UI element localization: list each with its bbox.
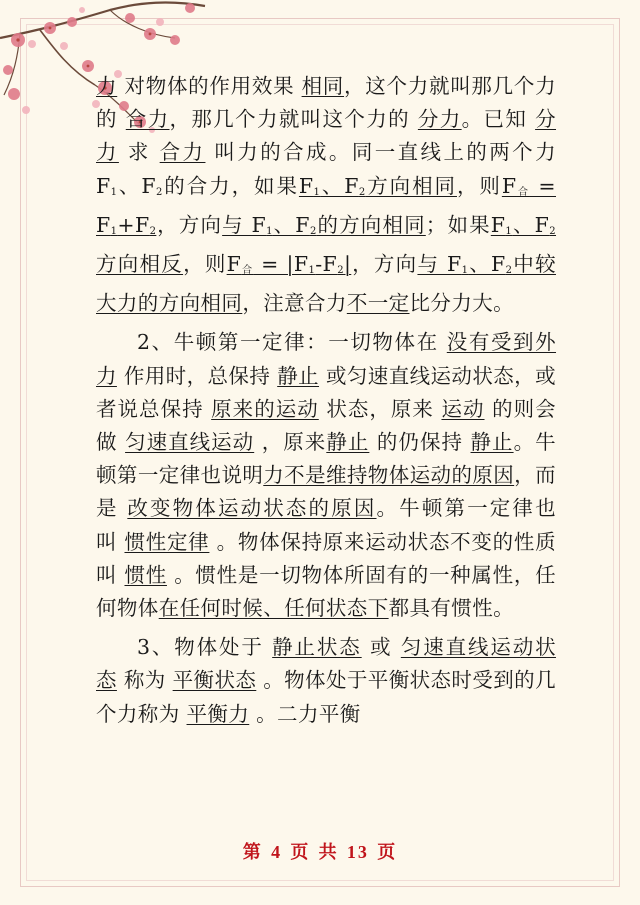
document-body <box>96 70 556 731</box>
subscript: 2 <box>337 265 344 277</box>
text: 、F <box>468 252 506 277</box>
text: 的仍保持 <box>376 430 463 455</box>
subscript: 2 <box>309 225 317 237</box>
text: ，则 <box>456 173 502 198</box>
text: ，方向 <box>156 212 223 237</box>
current-page: 4 <box>271 842 283 862</box>
paragraph-resultant-force <box>96 70 556 320</box>
subscript: 1 <box>313 186 321 198</box>
text: 。惯性是一切物体所固有的一种属性，任何物体 <box>96 562 556 621</box>
text: 的方向相同 <box>316 212 426 237</box>
blank-answer: 不一定 <box>346 291 410 316</box>
subscript: 2 <box>549 225 557 237</box>
blank-answer: 静止状态 <box>272 635 362 660</box>
text: 状态，原来 <box>326 396 434 421</box>
subscript: 2 <box>156 186 163 198</box>
page-number-footer <box>0 838 640 864</box>
total-pages: 13 <box>346 842 369 862</box>
subscript: 1 <box>461 265 469 277</box>
blank-answer: 惯性定律 <box>124 529 210 554</box>
blank-answer: 改变物体运动状态的原因 <box>127 496 377 521</box>
text: F <box>490 212 506 237</box>
text: 中较大力的方向相同 <box>96 252 556 316</box>
text: 。物体处于平衡状态时受到的几个力称为 <box>96 668 556 726</box>
text: F <box>298 173 314 198</box>
subscript: 1 <box>308 265 316 277</box>
subscript: 1 <box>266 225 273 237</box>
text: = F <box>96 173 556 237</box>
blank-answer: 力不是维持物体运动的原因 <box>263 463 515 488</box>
text: 、F <box>117 173 156 198</box>
text: 的合力，如果 <box>162 173 299 198</box>
subscript: 1 <box>505 225 513 237</box>
subscript: 2 <box>358 186 366 198</box>
text: 。物体保持原来运动状态不变的性质叫 <box>96 529 556 587</box>
subscript: 2 <box>505 265 513 277</box>
text: 。已知 <box>461 107 528 132</box>
subscript: 2 <box>149 225 157 237</box>
blank-answer: 分力 <box>417 107 462 132</box>
text: = |F <box>253 252 309 277</box>
blank-answer: 静止 <box>326 430 370 455</box>
text: 称为 <box>123 668 166 693</box>
blank-answer: 力 <box>96 74 118 98</box>
blank-answer <box>299 174 366 198</box>
blank-answer: 匀速直线运动 <box>125 430 255 455</box>
text: ，方向 <box>351 252 418 277</box>
text: 、F <box>320 173 359 198</box>
blank-answer <box>222 213 426 237</box>
text: ，那几个力就叫这个力的 <box>169 107 410 132</box>
text: -F <box>315 252 338 277</box>
footer-prefix: 第 <box>242 842 263 863</box>
text: 、F <box>272 212 310 237</box>
subscript: 1 <box>110 225 118 237</box>
blank-answer <box>227 252 352 276</box>
text: 的则会做 <box>96 396 557 455</box>
text: 与 F <box>222 212 267 237</box>
blank-answer: 平衡状态 <box>172 668 257 693</box>
blank-answer: 相同 <box>301 74 345 98</box>
text: 作用时，总保持 <box>123 363 271 388</box>
text: ，注意合力 <box>242 291 347 316</box>
blank-answer: 匀速直线运动状态 <box>96 635 556 693</box>
blank-answer: 在任何时候、任何状态下 <box>158 596 389 621</box>
text: 对物体的作用效果 <box>124 74 295 98</box>
blank-answer: 静止 <box>277 363 320 388</box>
text: ；如果 <box>425 212 491 237</box>
blank-answer: 平衡力 <box>186 701 250 726</box>
subscript: 合 <box>516 186 530 198</box>
text: 叫力的合成。同一直线上的两个力 F <box>96 140 556 198</box>
footer-middle: 页 共 <box>290 842 339 863</box>
text: ，则 <box>183 252 227 277</box>
blank-answer: 合力 <box>125 107 170 132</box>
text: 或 <box>370 635 393 660</box>
text: 、F <box>512 212 550 237</box>
subscript: 1 <box>110 186 118 198</box>
subscript: 合 <box>241 265 254 277</box>
blank-answer: 静止 <box>470 430 514 455</box>
blank-answer: 方向相同 <box>365 173 457 198</box>
text: F <box>501 173 517 198</box>
text: F <box>226 252 242 277</box>
text: 求 <box>127 140 151 165</box>
blank-answer: 原来的运动 <box>211 396 319 421</box>
paragraph-equilibrium <box>96 631 556 731</box>
text: +F <box>117 212 150 237</box>
paragraph-newton-first-law <box>96 326 556 625</box>
text: 3、物体处于 <box>137 635 264 660</box>
blank-answer: 惯性 <box>124 562 167 587</box>
text: 方向相反 <box>96 252 184 277</box>
text: 或匀速直线运动状态，或者说总保持 <box>96 363 556 421</box>
text: 都具有惯性。 <box>388 596 515 621</box>
text: ，而是 <box>96 463 556 521</box>
text: 比分力大。 <box>409 291 515 316</box>
blank-answer: 运动 <box>441 396 485 421</box>
footer-suffix: 页 <box>377 842 398 863</box>
text: ，这个力就叫那几个力的 <box>96 74 557 132</box>
text: 。牛顿第一定律也说明 <box>96 430 556 488</box>
text: ，原来 <box>261 430 327 455</box>
blank-answer: 分力 <box>96 107 557 165</box>
text: 2、牛顿第一定律：一切物体在 <box>137 330 439 355</box>
text: | <box>343 252 352 277</box>
blank-answer: 没有受到外力 <box>96 330 557 388</box>
blank-answer: 合力 <box>159 140 206 165</box>
text: 。二力平衡 <box>256 701 361 726</box>
text: 。牛顿第一定律也叫 <box>96 496 556 554</box>
text: 与 F <box>417 252 462 277</box>
